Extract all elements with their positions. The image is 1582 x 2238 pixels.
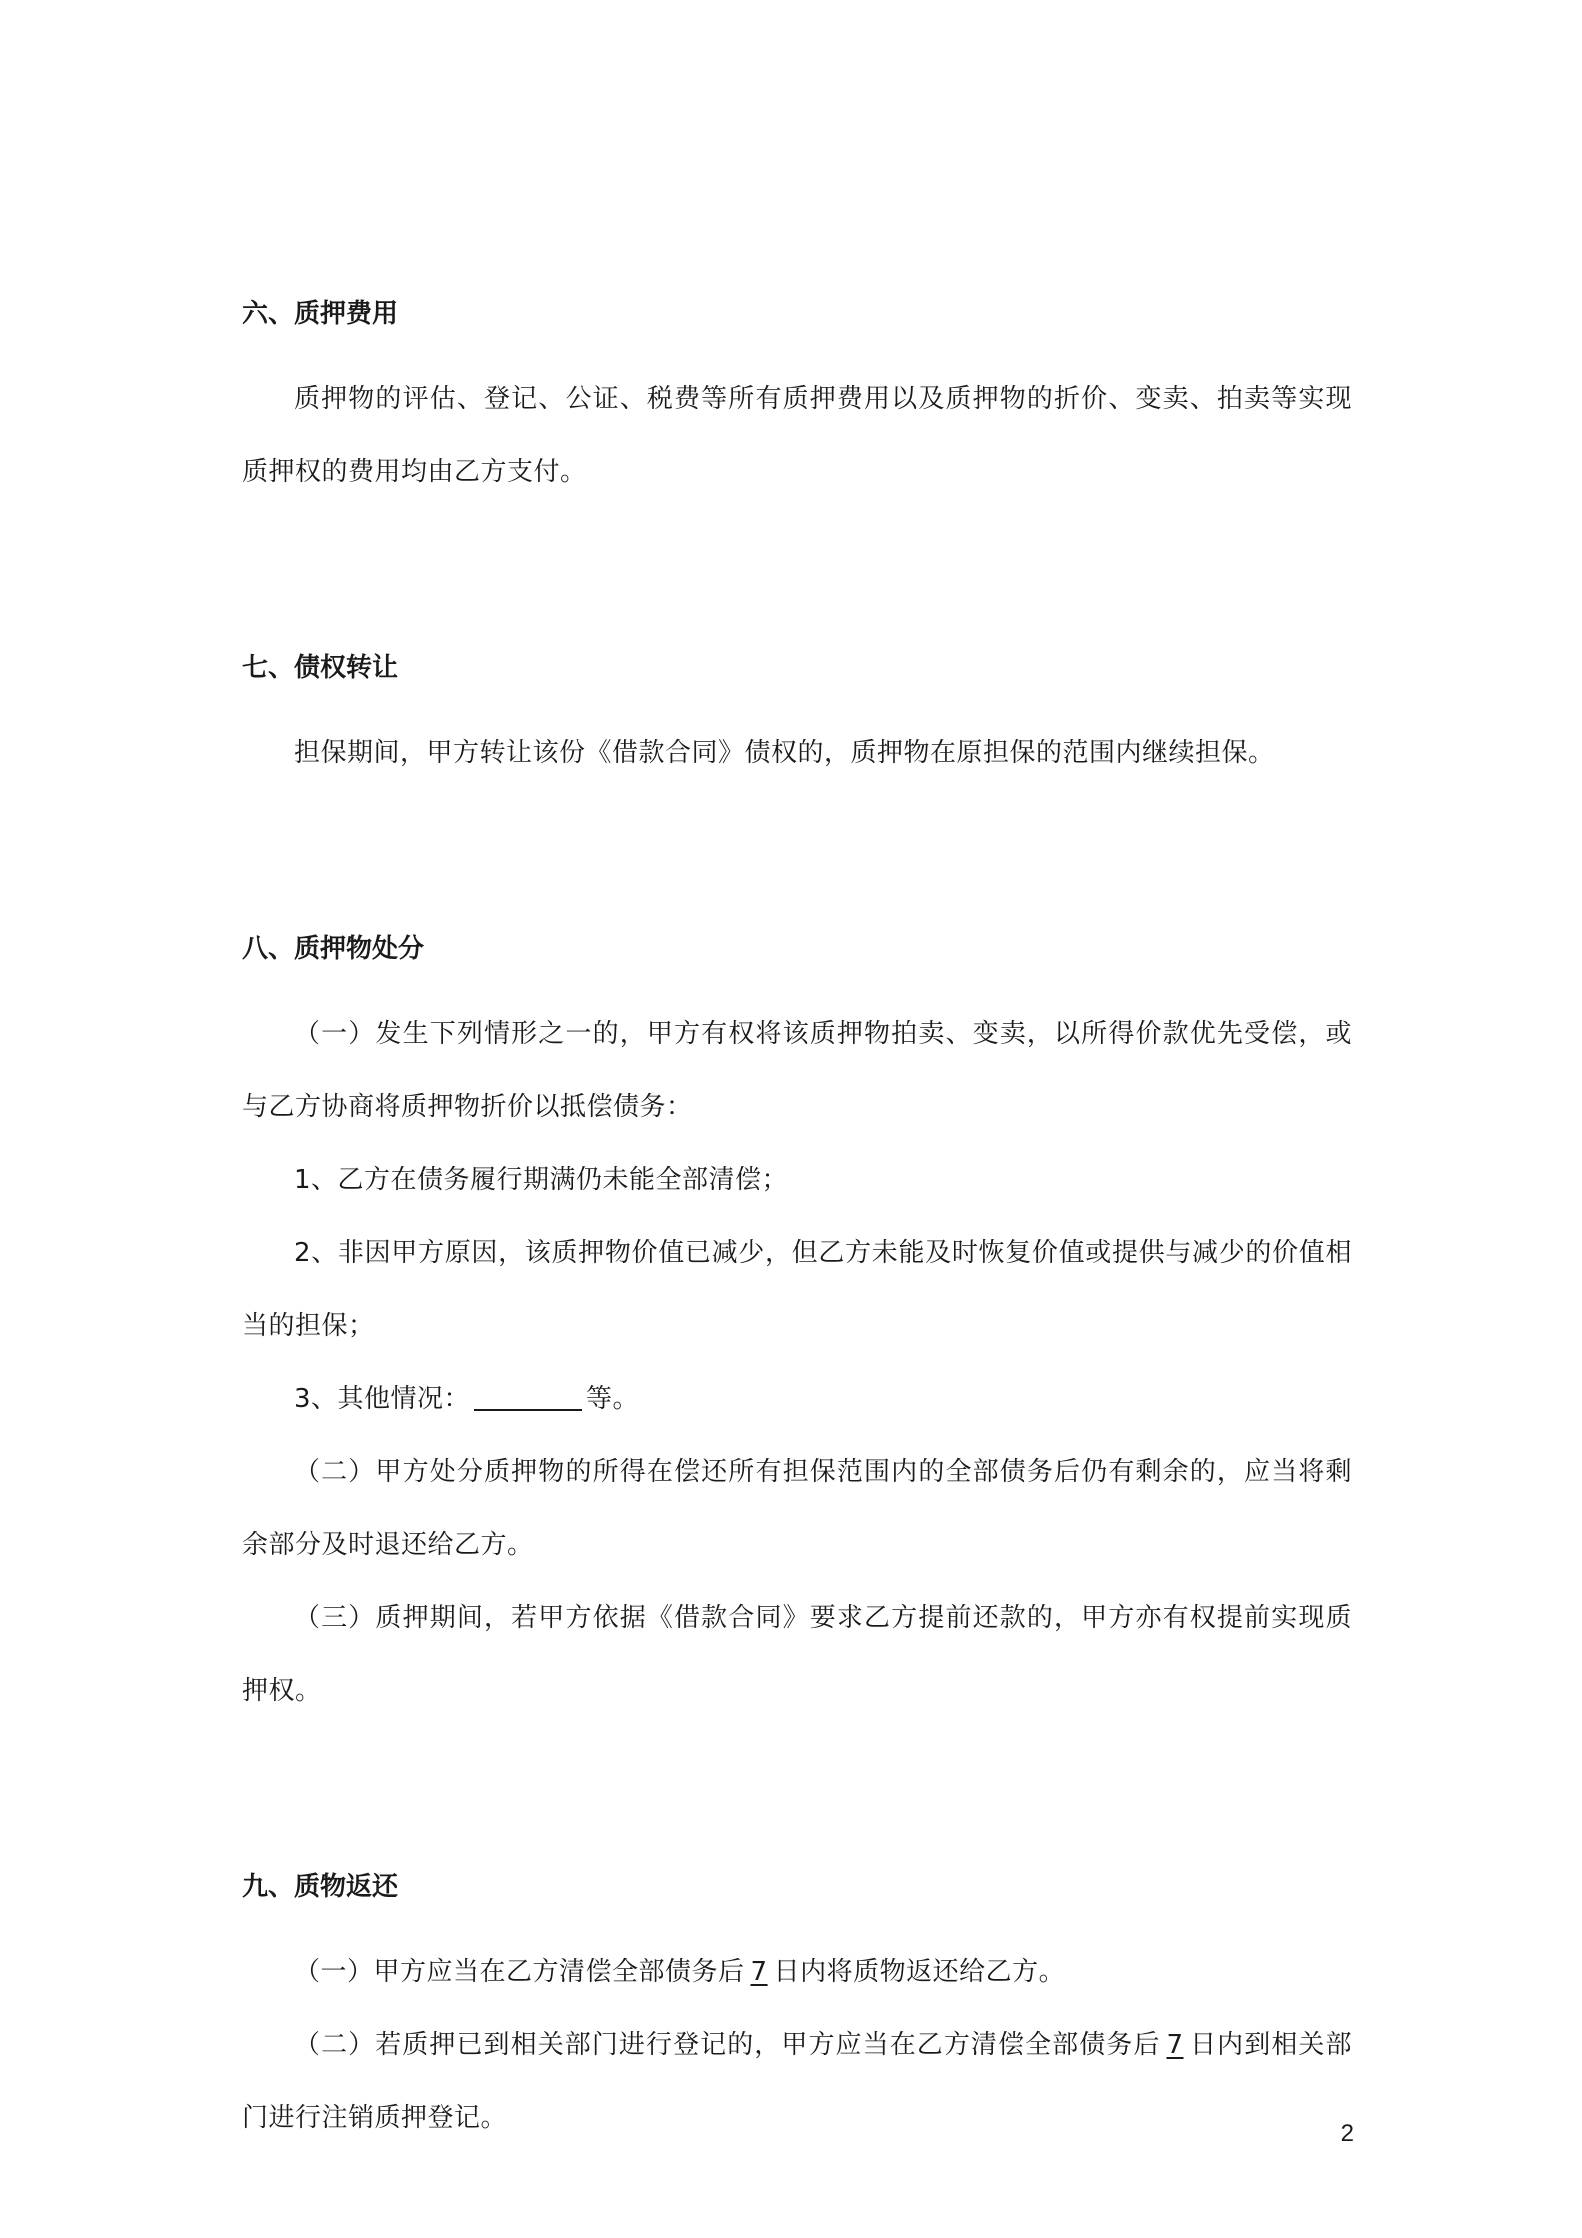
document-body — [242, 290, 1352, 2155]
paragraph: 2、非因甲方原因，该质押物价值已减少，但乙方未能及时恢复价值或提供与减少的价值相当的担保； — [242, 1238, 1352, 1341]
section-heading: 九、质物返还 — [242, 1872, 399, 1902]
paragraph-other-cases — [242, 1363, 1352, 1436]
dereg-text-prefix: （二）若质押已到相关部门进行登记的，甲方应当在乙方清偿全部债务后 — [294, 2030, 1161, 2060]
section-heading: 六、质押费用 — [242, 299, 399, 329]
paragraph-deregistration — [242, 2009, 1352, 2155]
paragraph: 担保期间，甲方转让该份《借款合同》债权的，质押物在原担保的范围内继续担保。 — [294, 738, 1275, 768]
section-pledge-return — [242, 1863, 1352, 2155]
section-heading: 八、质押物处分 — [242, 934, 425, 964]
section-pledge-fees — [242, 290, 1352, 509]
paragraph: （三）质押期间，若甲方依据《借款合同》要求乙方提前还款的，甲方亦有权提前实现质押权。 — [242, 1603, 1352, 1706]
section-heading: 七、债权转让 — [242, 653, 399, 683]
page-number: 2 — [1340, 2120, 1354, 2147]
fill-in-blank[interactable] — [474, 1383, 582, 1411]
paragraph: （二）甲方处分质押物的所得在偿还所有担保范围内的全部债务后仍有剩余的，应当将剩余部分及时退还给乙方。 — [242, 1457, 1352, 1560]
paragraph: 质押物的评估、登记、公证、税费等所有质押费用以及质押物的折价、变卖、拍卖等实现质押权的费用均由乙方支付。 — [242, 384, 1352, 487]
other-cases-suffix: 等。 — [586, 1384, 640, 1414]
paragraph-return — [242, 1936, 1352, 2009]
dereg-text-suffix: 日内到相关部门进行注销质押登记。 — [242, 2030, 1352, 2133]
section-debt-transfer — [242, 644, 1352, 790]
other-cases-label: 3、其他情况： — [294, 1384, 471, 1414]
return-days-value: 7 — [750, 1957, 768, 1987]
return-text-prefix: （一）甲方应当在乙方清偿全部债务后 — [294, 1957, 745, 1987]
return-text-suffix: 日内将质物返还给乙方。 — [773, 1957, 1066, 1987]
section-pledge-disposal — [242, 925, 1352, 1728]
paragraph: （一）发生下列情形之一的，甲方有权将该质押物拍卖、变卖，以所得价款优先受偿，或与乙方协商将质押物折价以抵偿债务： — [242, 1019, 1352, 1122]
dereg-days-value: 7 — [1166, 2030, 1184, 2060]
paragraph: 1、乙方在债务履行期满仍未能全部清偿； — [294, 1165, 789, 1195]
